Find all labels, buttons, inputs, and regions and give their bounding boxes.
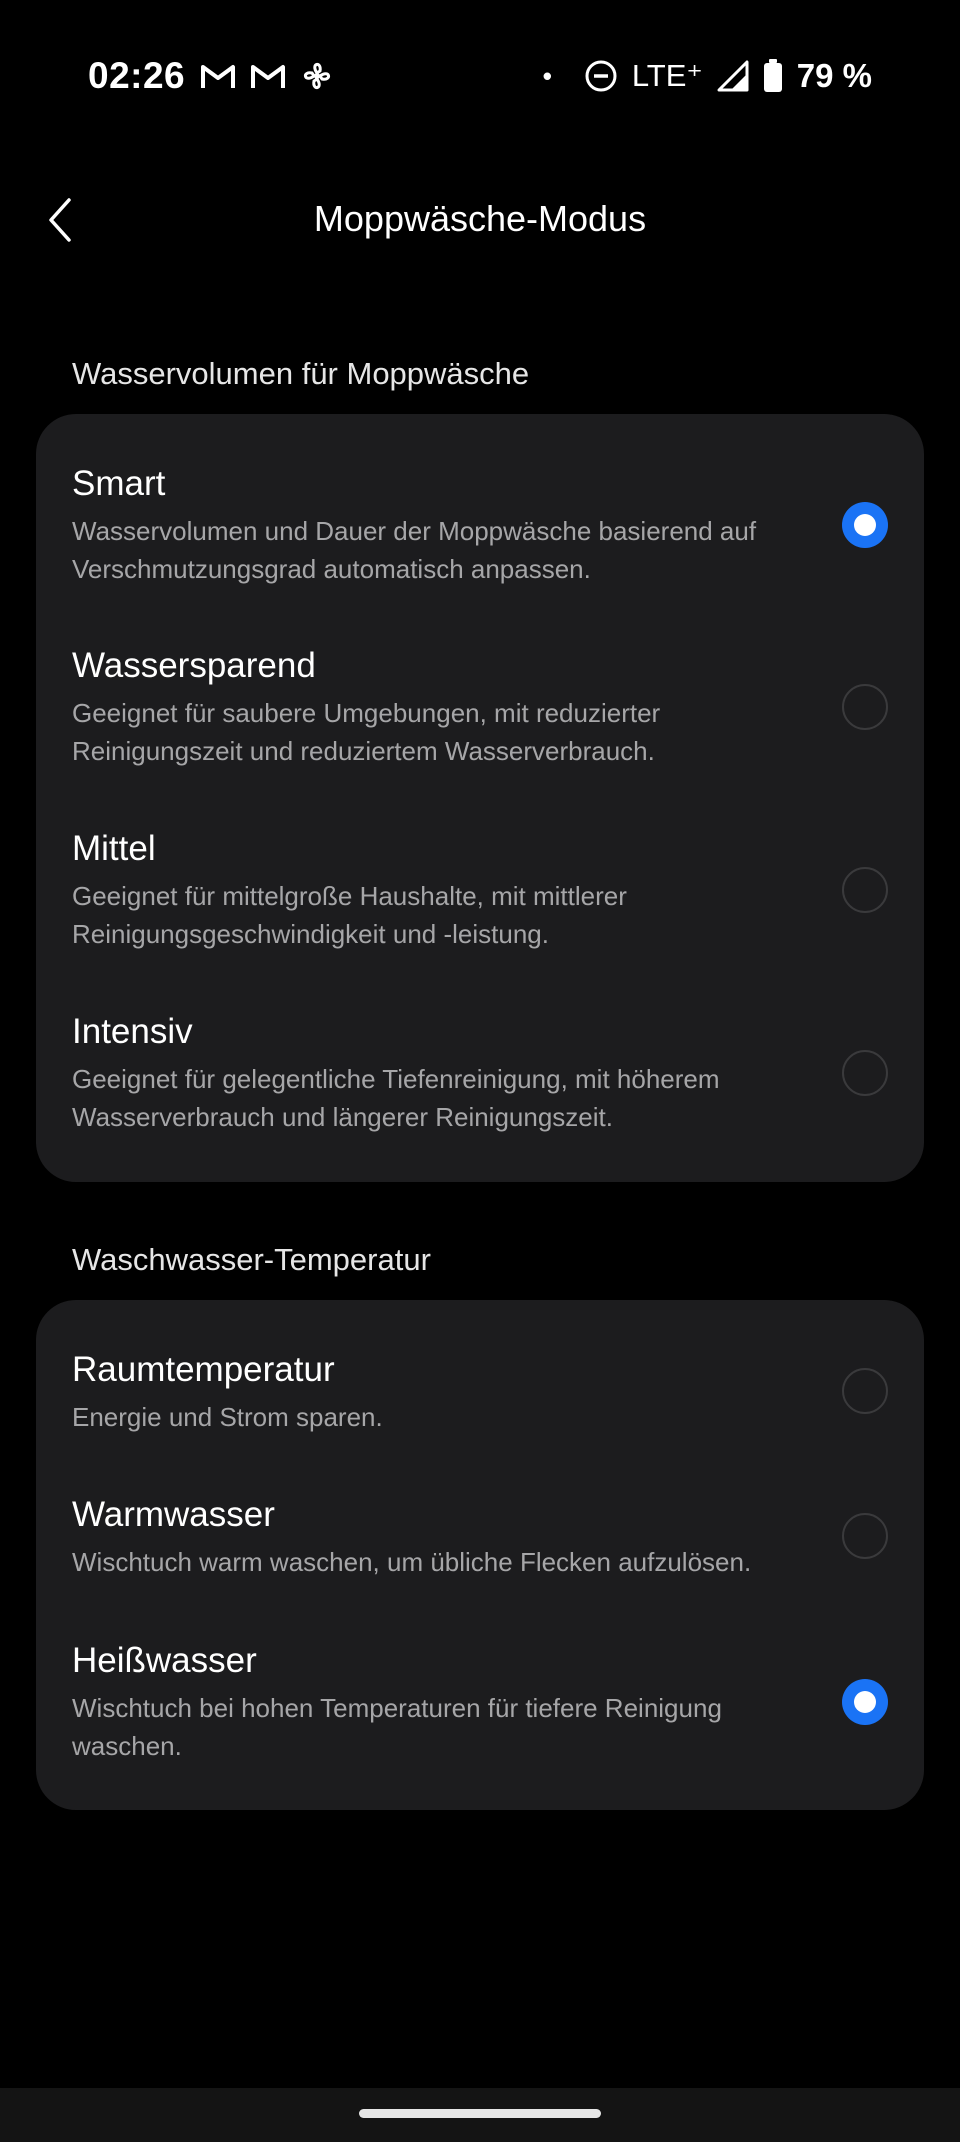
battery-percent: 79 % xyxy=(796,57,872,94)
option-heisswasser[interactable] xyxy=(36,1639,924,1789)
option-description: Geeignet für mittelgroße Haushalte, mit mittlerer Reinigungsgeschwindigkeit und -leistung. xyxy=(72,881,627,949)
status-bar xyxy=(0,0,960,150)
gmail-icon xyxy=(250,62,286,90)
status-time: 02:26 xyxy=(88,55,186,96)
option-title: Mittel xyxy=(72,829,156,868)
water-volume-card xyxy=(36,414,924,1182)
option-raumtemperatur[interactable] xyxy=(36,1348,924,1458)
radio-button-selected[interactable] xyxy=(842,1679,888,1725)
section-label-water-temperature: Waschwasser-Temperatur xyxy=(72,1242,431,1277)
option-description: Geeignet für saubere Umgebungen, mit reduzierter Reinigungszeit und reduziertem Wasserverbrauch. xyxy=(72,698,661,766)
option-mittel[interactable] xyxy=(36,827,924,977)
option-title: Intensiv xyxy=(72,1012,193,1051)
system-status xyxy=(543,52,872,100)
do-not-disturb-icon xyxy=(584,59,618,93)
option-wassersparend[interactable] xyxy=(36,644,924,794)
notification-dot: • xyxy=(542,60,552,91)
signal-icon xyxy=(717,60,749,92)
option-intensiv[interactable] xyxy=(36,1010,924,1160)
home-indicator[interactable] xyxy=(359,2109,601,2118)
fan-icon xyxy=(300,59,334,93)
notification-icons xyxy=(200,56,334,96)
option-description: Wischtuch bei hohen Temperaturen für tiefere Reinigung waschen. xyxy=(72,1693,722,1761)
water-temperature-card xyxy=(36,1300,924,1810)
option-title: Wassersparend xyxy=(72,646,316,685)
option-warmwasser[interactable] xyxy=(36,1493,924,1603)
radio-button[interactable] xyxy=(842,867,888,913)
option-title: Raumtemperatur xyxy=(72,1350,335,1389)
option-title: Smart xyxy=(72,464,166,503)
page-title: Moppwäsche-Modus xyxy=(313,198,647,239)
radio-button-selected[interactable] xyxy=(842,502,888,548)
network-type: LTE⁺ xyxy=(631,58,703,93)
option-title: Warmwasser xyxy=(72,1495,275,1534)
app-header xyxy=(0,170,960,270)
option-description: Geeignet für gelegentliche Tiefenreinigung, mit höherem Wasserverbrauch und längerer Reinigungszeit. xyxy=(72,1064,720,1132)
gmail-icon xyxy=(200,62,236,90)
radio-button[interactable] xyxy=(842,1050,888,1096)
option-smart[interactable] xyxy=(36,462,924,612)
option-description: Wasservolumen und Dauer der Moppwäsche basierend auf Verschmutzungsgrad automatisch anpassen. xyxy=(72,516,757,584)
navigation-bar xyxy=(0,2088,960,2142)
option-description: Wischtuch warm waschen, um übliche Flecken aufzulösen. xyxy=(72,1547,752,1577)
battery-icon xyxy=(763,59,783,93)
radio-button[interactable] xyxy=(842,684,888,730)
option-description: Energie und Strom sparen. xyxy=(72,1402,383,1432)
option-title: Heißwasser xyxy=(72,1641,257,1680)
radio-button[interactable] xyxy=(842,1368,888,1414)
radio-button[interactable] xyxy=(842,1513,888,1559)
section-label-water-volume: Wasservolumen für Moppwäsche xyxy=(72,356,530,391)
